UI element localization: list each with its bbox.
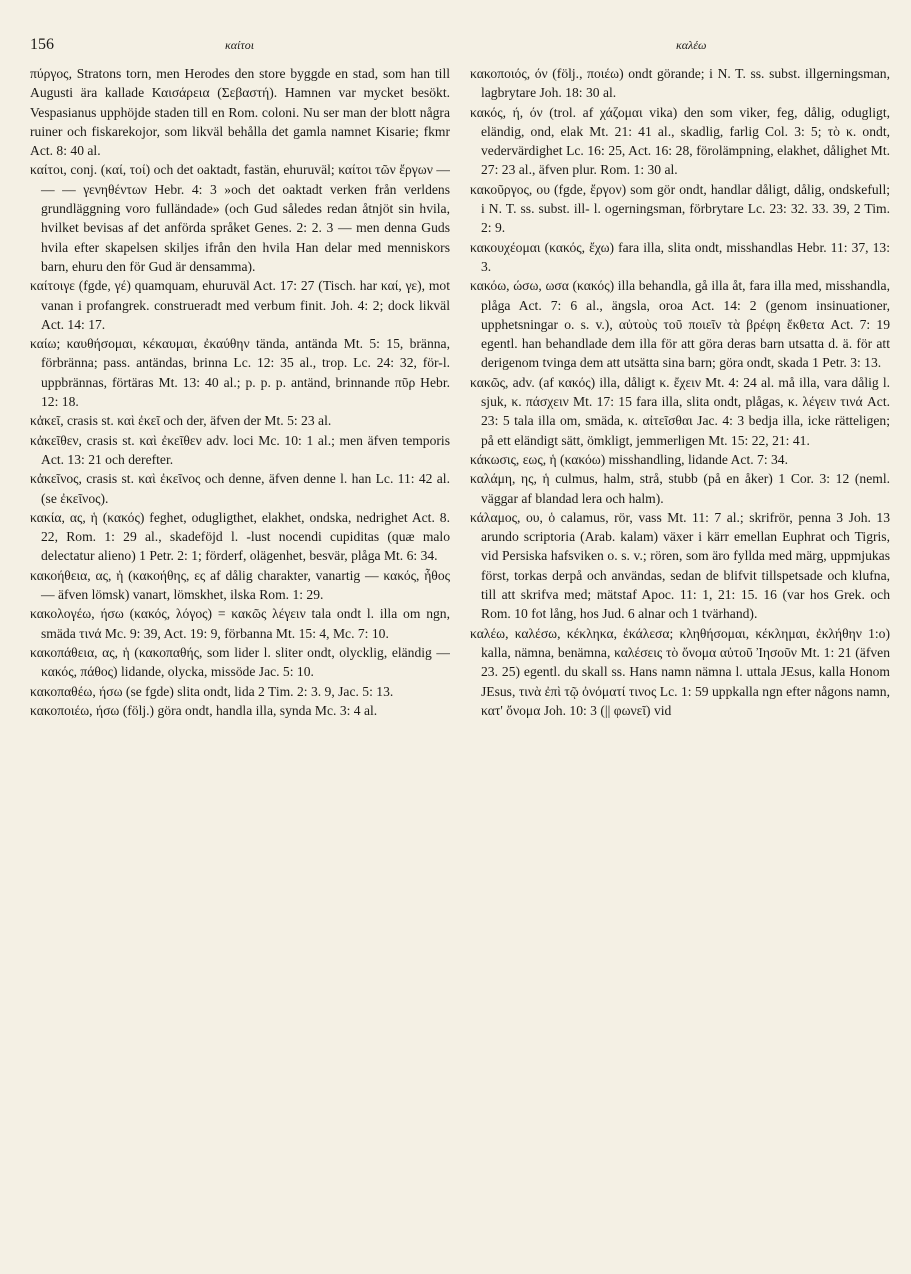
dictionary-entry: κἀκεῖ, crasis st. καὶ ἐκεῖ och der, äfven der Mt. 5: 23 al. [30, 413, 332, 429]
dictionary-entry: κακοπαθέω, ήσω (se fgde) slita ondt, lida 2 Tim. 2: 3. 9, Jac. 5: 13. [30, 683, 394, 699]
dictionary-entry: κἀκεῖθεν, crasis st. καὶ ἐκεῖθεν adv. loci Mc. 10: 1 al.; men äfven temporis Act. 13: 21 och derefter. [30, 432, 450, 467]
dictionary-entry: κακοήθεια, ας, ἡ (κακοήθης, ες af dålig charakter, vanartig — κακός, ἦθος — äfven lömsk) vanart, lömskhet, ilska Rom. 1: 29. [30, 567, 450, 603]
left-guide-word: καίτοι [225, 38, 255, 52]
dictionary-entry: κάλαμος, ου, ὁ calamus, rör, vass Mt. 11: 7 al.; skrifrör, penna 3 Joh. 13 arundo scriptoria (Arab. kalam) växer i kärr emellan Euphrat och Tigris, vid Persiska hafsviken o. s. v.; rören, som äro fyllda med märg, uppmjukas först, torkas derpå och användas, sedan de blifvit tillspetsade och klufna, till att skrifva med; mätstaf Apoc. 11: 1, 21: 15. 16 (var hos Grek. och Rom. 10 fot lång, hos Jud. 6 alnar och 1 tvärhand). [470, 509, 890, 622]
dictionary-entry: κάκωσις, εως, ἡ (κακόω) misshandling, lidande Act. 7: 34. [470, 451, 788, 467]
dictionary-entry: καλάμη, ης, ἡ culmus, halm, strå, stubb (på en åker) 1 Cor. 3: 12 (neml. väggar af blandad lera och halm). [470, 471, 890, 506]
dictionary-entry: κακουχέομαι (κακός, ἔχω) fara illa, slita ondt, misshandlas Hebr. 11: 37, 13: 3. [470, 239, 890, 274]
right-column [470, 64, 890, 1259]
dictionary-entry: κακολογέω, ήσω (κακός, λόγος) = κακῶς λέγειν tala ondt l. illa om ngn, smäda τινά Mc. 9: 39, Act. 19: 9, förbanna Mt. 15: 4, Mc. 7: 10. [30, 606, 450, 641]
dictionary-entry: κακός, ή, όν (trol. af χάζομαι vika) den som viker, feg, dålig, odugligt, eländig, ond, elak Mt. 21: 41 al., skadlig, farlig Col. 3: 5; τὸ κ. ondt, vedervärdighet Lc. 16: 25, Act. 16: 28, förolämpning, elakhet, dålighet Mt. 27: 23 al., äfven plur. Rom. 1: 30 al. [470, 104, 890, 178]
right-guide-word: καλέω [676, 38, 707, 52]
page-number: 156 [30, 36, 54, 53]
page-header [0, 36, 911, 60]
dictionary-entry: πύργος, Stratons torn, men Herodes den store byggde en stad, som han till Augusti ära kallade Καισάρεια (Σεβαστή). Hamnen var mycket besökt. Vespasianus upphöjde staden till en Rom. coloni. Nu ser man der blott några ruiner och fiskarekojor, som likväl behålla det gamla namnet Kisarie; fkmr Act. 8: 40 al. [30, 66, 450, 159]
dictionary-entry: καίτοι, conj. (καί, τοί) och det oaktadt, fastän, ehuruväl; καίτοι τῶν ἔργων — — — γενηθέντων Hebr. 4: 3 »och det oaktadt verken från verldens grundläggning voro fulländade» (och Gud således redan åtnjöt sin hvila, hvilket bevisas af det anförda språket Genes. 2: 2. 3 — men denna Guds hvila efter skapelsen skiljes ifrån den hvila Han delar med menniskors barn, ehuru den för Gud är densamma). [30, 162, 450, 274]
dictionary-entry: κακοῦργος, ου (fgde, ἔργον) som gör ondt, handlar dåligt, dålig, ondskefull; i N. T. ss. subst. ill- l. ogerningsman, förbrytare Lc. 23: 32. 33. 39, 2 Tim. 2: 9. [470, 181, 890, 236]
dictionary-entry: κακία, ας, ἡ (κακός) feghet, odugligthet, elakhet, ondska, nedrighet Act. 8. 22, Rom. 1: 29 al., skadeföjd l. -lust nocendi cupiditas (quæ malo delectatur alieno) 1 Petr. 2: 1; förderf, olägenhet, besvär, plåga Mt. 6: 34. [30, 509, 450, 564]
dictionary-entry: κακοποιός, όν (följ., ποιέω) ondt görande; i N. T. ss. subst. illgerningsman, lagbrytare Joh. 18: 30 al. [470, 66, 890, 101]
dictionary-entry: κακοποιέω, ήσω (följ.) göra ondt, handla illa, synda Mc. 3: 4 al. [30, 702, 378, 718]
dictionary-entry: κακόω, ώσω, ωσα (κακός) illa behandla, gå illa åt, fara illa med, misshandla, plåga Act. 7: 6 al., ängsla, oroa Act. 14: 2 (genom insinuationer, upphetsningar o. s. v.), αὐτοὺς τοῦ ποιεῖν τὰ βρέφη ἔκθετα Act. 7: 19 egentl. han behandlade dem illa för att göra deras barn utsatta d. ä. för att derigenom tvinga dem att utsätta sina barn; göra ondt, skada 1 Petr. 3: 13. [470, 278, 890, 371]
dictionary-entry: κακῶς, adv. (af κακός) illa, dåligt κ. ἔχειν Mt. 4: 24 al. må illa, vara dålig l. sjuk, κ. πάσχειν Mt. 17: 15 fara illa, slita ondt, plågas, κ. λέγειν τινά Act. 23: 5 tala illa om, smäda, κ. αἰτεῖσθαι Jac. 4: 3 bedja illa, icke rätteligen; på ett eländigt sätt, ömkligt, jemmerligen Mt. 15: 22, 21: 41. [470, 374, 890, 448]
dictionary-entry: κακοπάθεια, ας, ἡ (κακοπαθής, som lider l. sliter ondt, olycklig, eländig — κακός, πάθος) lidande, olycka, missöde Jac. 5: 10. [30, 644, 450, 680]
dictionary-entry: κἀκεῖνος, crasis st. καὶ ἐκεῖνος och denne, äfven denne l. han Lc. 11: 42 al. (se ἐκεῖνος). [30, 471, 450, 506]
dictionary-entry: καίτοιγε (fgde, γέ) quamquam, ehuruväl Act. 17: 27 (Tisch. har καί, γε), mot vanan i profangrek. construeradt med verbum finit. Joh. 4: 2; dock likväl Act. 14: 17. [30, 278, 450, 332]
left-column [30, 64, 450, 1259]
dictionary-entry: καίω; καυθήσομαι, κέκαυμαι, ἐκαύθην tända, antända Mt. 5: 15, bränna, förbränna; pass. antändas, brinna Lc. 12: 35 al., trop. Lc. 24: 32, för-l. uppbrännas, förtäras Mt. 13: 40 al.; p. p. p. antänd, brinnande πῦρ Hebr. 12: 18. [30, 336, 450, 410]
dictionary-entry: καλέω, καλέσω, κέκληκα, ἐκάλεσα; κληθήσομαι, κέκλημαι, ἐκλήθην 1:o) kalla, nämna, benämna, καλέσεις τὸ ὄνομα αὐτοῦ Ἰησοῦν Mt. 1: 21 (äfven 23. 25) egentl. du skall ss. Hans namn nämna l. uttala JEsus, kalla Honom JEsus, τινὰ ἐπὶ τῷ ὀνόματί τινος Lc. 1: 59 uppkalla ngn efter någons namn, κατ' ὄνομα Joh. 10: 3 (|| φωνεῖ) vid [470, 625, 890, 718]
